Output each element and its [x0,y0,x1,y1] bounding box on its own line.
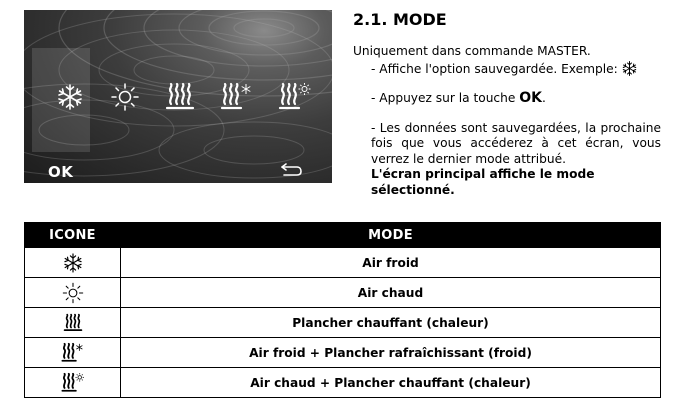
mode-cell: Air chaud + Plancher chauffant (chaleur) [121,368,661,398]
header-mode: MODE [121,223,661,248]
section-title: 2.1. MODE [353,10,447,29]
snowflake-icon [62,252,84,274]
saved-data-text: - Les données sont sauvegardées, la prochaine fois que vous accéderez à cet écran, vous verrez le dernier mode attribué. [371,120,661,166]
snowflake-icon[interactable] [53,82,87,112]
snowflake-icon [621,60,638,77]
table-row [25,278,661,308]
mode-table [24,222,661,398]
mode-cell: Air chaud [121,278,661,308]
icon-cell [25,338,121,368]
icon-cell [25,368,121,398]
intro-text: Uniquement dans commande MASTER. [353,44,591,58]
mode-cell: Air froid [121,248,661,278]
heat-floor-icon [62,312,84,334]
heat-floor-icon[interactable] [163,82,197,112]
example-line [353,60,661,78]
sun-icon [62,282,84,304]
heat-floor-sun-icon[interactable] [278,82,312,112]
ok-key-label: OK [519,90,542,106]
mode-cell: Air froid + Plancher rafraîchissant (froid) [121,338,661,368]
icon-cell [25,248,121,278]
table-row [25,248,661,278]
table-row [25,308,661,338]
table-row [25,338,661,368]
instructions-block [353,44,661,198]
heat-floor-snow-icon[interactable] [220,82,254,112]
return-arrow-icon[interactable] [280,162,304,178]
example-text: - Affiche l'option sauvegardée. Exemple: [371,61,618,76]
table-header-row [25,223,661,248]
icon-cell [25,278,121,308]
device-screen [24,10,332,183]
header-icon: ICONE [25,223,121,248]
press-ok-line: - Appuyez sur la touche OK. [371,90,546,106]
heat-floor-snow-icon [61,342,85,364]
sun-icon[interactable] [108,82,142,112]
mode-cell: Plancher chauffant (chaleur) [121,308,661,338]
heat-floor-sun-icon [61,372,85,394]
table-row [25,368,661,398]
ok-button[interactable]: OK [48,163,74,181]
icon-cell [25,308,121,338]
main-screen-note: L'écran principal affiche le mode sélectionné. [371,167,595,197]
